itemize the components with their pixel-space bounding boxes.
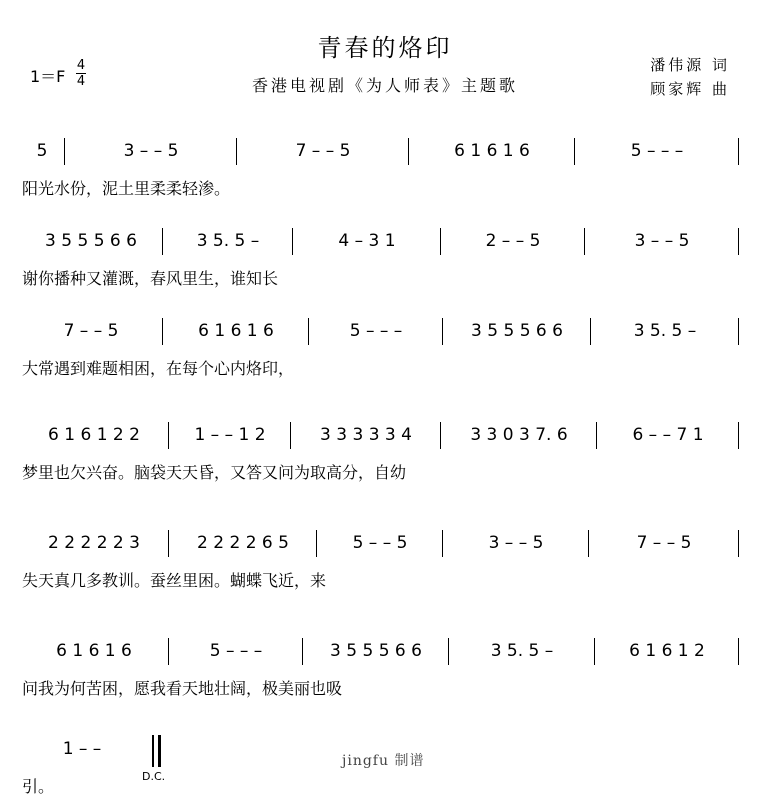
measure: 3 5 5 5 6 6 <box>471 321 563 341</box>
time-signature-bottom: 4 <box>76 74 86 89</box>
measure: 3 3 3 3 3 4 <box>320 425 412 445</box>
lyrics-line: 谢你播种又灌溉，春风里生，谁知长 <box>22 269 279 288</box>
measure: 3 5. 5 – <box>490 641 554 661</box>
measure: 3 5 5 5 6 6 <box>330 641 422 661</box>
score-system-2 <box>0 226 770 296</box>
score-system-3 <box>0 316 770 386</box>
composer-credit: 顾家辉 曲 <box>650 80 730 98</box>
measure: 2 – – 5 <box>485 231 541 251</box>
measure: 3 5. 5 – <box>196 231 260 251</box>
song-subtitle: 香港电视剧《为人师表》主题歌 <box>251 76 518 95</box>
measure: 4 – 3 1 <box>338 231 396 251</box>
song-title: 青春的烙印 <box>317 34 453 62</box>
measure: 3 – – 5 <box>634 231 690 251</box>
measure: 3 5. 5 – <box>633 321 697 341</box>
measure: 6 1 6 1 2 <box>629 641 705 661</box>
measure: 6 1 6 1 6 <box>198 321 274 341</box>
measure: 1 – – 1 2 <box>194 425 266 445</box>
measure: 5 – – – <box>209 641 263 661</box>
measure: 7 – – 5 <box>63 321 119 341</box>
final-barline-thick <box>158 735 161 767</box>
score-system-1 <box>0 136 770 206</box>
measure: 2 2 2 2 2 3 <box>48 533 140 553</box>
score-system-4 <box>0 420 770 490</box>
score-system-6 <box>0 636 770 706</box>
transcriber-credit: jingfu 制谱 <box>342 753 425 769</box>
final-barline <box>152 735 154 767</box>
measure: 1 – – <box>62 739 102 759</box>
measure: 2 2 2 2 6 5 <box>197 533 289 553</box>
measure: 6 1 6 1 2 2 <box>48 425 140 445</box>
measure: 5 – – – <box>349 321 403 341</box>
measure: 3 – – 5 <box>123 141 179 161</box>
score-system-5 <box>0 528 770 598</box>
key-signature: 1＝F <box>30 67 66 86</box>
measure: 6 1 6 1 6 <box>454 141 530 161</box>
time-signature <box>76 58 86 89</box>
lyrics-line: 梦里也欠兴奋。脑袋天天昏，又答又问为取高分，自幼 <box>22 463 407 482</box>
measure: 3 5 5 5 6 6 <box>45 231 137 251</box>
measure: 6 – – 7 1 <box>632 425 704 445</box>
measure: 5 <box>36 141 48 161</box>
measure: 7 – – 5 <box>636 533 692 553</box>
lyrics-line: 阳光水份，泥土里柔柔轻渗。 <box>22 179 231 198</box>
measure: 6 1 6 1 6 <box>56 641 132 661</box>
measure: 3 3 0 3 7. 6 <box>470 425 568 445</box>
lyricist-credit: 潘伟源 词 <box>650 56 730 74</box>
da-capo-mark: D.C. <box>142 770 166 783</box>
measure: 5 – – – <box>630 141 684 161</box>
measure: 7 – – 5 <box>295 141 351 161</box>
lyrics-line: 引。 <box>22 777 55 796</box>
time-signature-top: 4 <box>76 58 86 73</box>
measure: 3 – – 5 <box>488 533 544 553</box>
measure: 5 – – 5 <box>352 533 408 553</box>
lyrics-line: 大常遇到难题相困，在每个心内烙印， <box>22 359 295 378</box>
lyrics-line: 问我为何苦困，愿我看天地壮阔，极美丽也吸 <box>22 679 343 698</box>
lyrics-line: 失天真几多教训。蚕丝里困。蝴蝶飞近，来 <box>22 571 327 590</box>
